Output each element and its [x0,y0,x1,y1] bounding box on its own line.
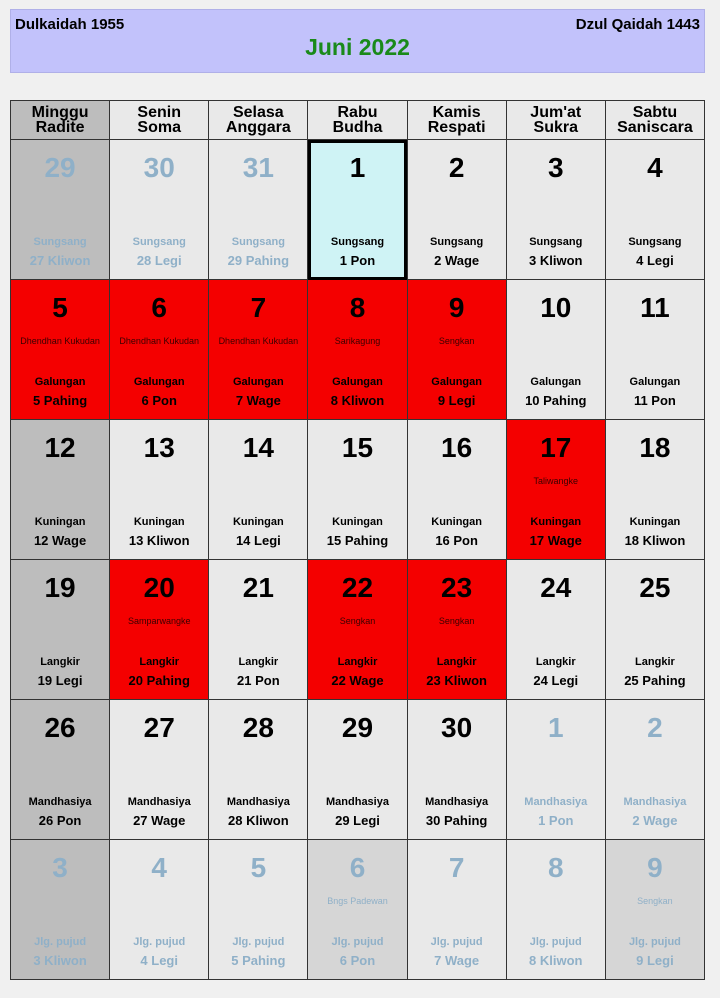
day-cell[interactable]: 23 Sengkan Langkir 23 Kliwon [407,560,506,700]
day-cell[interactable]: 3 Sungsang 3 Kliwon [506,140,605,280]
day-cell[interactable]: 25 Langkir 25 Pahing [605,560,704,700]
weekday-header: Minggu Radite [11,101,110,140]
weekday-header: Jum'at Sukra [506,101,605,140]
day-cell[interactable]: 7 Jlg. pujud 7 Wage [407,840,506,980]
weekday-header-row [11,101,705,140]
day-cell[interactable]: 30 Sungsang 28 Legi [110,140,209,280]
week-row [11,700,705,840]
day-cell[interactable]: 4 Jlg. pujud 4 Legi [110,840,209,980]
day-cell[interactable]: 8 Sarikagung Galungan 8 Kliwon [308,280,407,420]
calendar-header [10,9,705,73]
week-row [11,420,705,560]
day-cell[interactable]: 29 Sungsang 27 Kliwon [11,140,110,280]
day-cell[interactable]: 2 Mandhasiya 2 Wage [605,700,704,840]
day-cell[interactable]: 12 Kuningan 12 Wage [11,420,110,560]
day-cell[interactable]: 5 Jlg. pujud 5 Pahing [209,840,308,980]
day-cell[interactable]: 15 Kuningan 15 Pahing [308,420,407,560]
day-cell[interactable]: 9 Sengkan Galungan 9 Legi [407,280,506,420]
day-cell[interactable]: 20 Samparwangke Langkir 20 Pahing [110,560,209,700]
day-cell-today[interactable]: 1 Sungsang 1 Pon [308,140,407,280]
day-cell[interactable]: 22 Sengkan Langkir 22 Wage [308,560,407,700]
day-cell[interactable]: 3 Jlg. pujud 3 Kliwon [11,840,110,980]
day-cell[interactable]: 30 Mandhasiya 30 Pahing [407,700,506,840]
week-row [11,840,705,980]
day-cell[interactable]: 18 Kuningan 18 Kliwon [605,420,704,560]
day-cell[interactable]: 11 Galungan 11 Pon [605,280,704,420]
day-cell[interactable]: 31 Sungsang 29 Pahing [209,140,308,280]
day-cell[interactable]: 2 Sungsang 2 Wage [407,140,506,280]
day-cell[interactable]: 17 Taliwangke Kuningan 17 Wage [506,420,605,560]
weekday-header: Kamis Respati [407,101,506,140]
week-row [11,560,705,700]
page-title: Juni 2022 [305,34,410,60]
day-cell[interactable]: 6 Bngs Padewan Jlg. pujud 6 Pon [308,840,407,980]
day-cell[interactable]: 7 Dhendhan Kukudan Galungan 7 Wage [209,280,308,420]
day-cell[interactable]: 24 Langkir 24 Legi [506,560,605,700]
day-cell[interactable]: 5 Dhendhan Kukudan Galungan 5 Pahing [11,280,110,420]
day-cell[interactable]: 6 Dhendhan Kukudan Galungan 6 Pon [110,280,209,420]
hijri-month-label: Dzul Qaidah 1443 [575,16,700,33]
javanese-month-label: Dulkaidah 1955 [15,16,125,33]
day-cell[interactable]: 8 Jlg. pujud 8 Kliwon [506,840,605,980]
day-cell[interactable]: 10 Galungan 10 Pahing [506,280,605,420]
weekday-header: Selasa Anggara [209,101,308,140]
day-cell[interactable]: 9 Sengkan Jlg. pujud 9 Legi [605,840,704,980]
weekday-header: Senin Soma [110,101,209,140]
day-cell[interactable]: 13 Kuningan 13 Kliwon [110,420,209,560]
calendar-grid [10,100,705,980]
day-cell[interactable]: 19 Langkir 19 Legi [11,560,110,700]
day-cell[interactable]: 26 Mandhasiya 26 Pon [11,700,110,840]
weekday-header: Rabu Budha [308,101,407,140]
day-cell[interactable]: 29 Mandhasiya 29 Legi [308,700,407,840]
day-cell[interactable]: 16 Kuningan 16 Pon [407,420,506,560]
week-row [11,140,705,280]
weekday-header: Sabtu Saniscara [605,101,704,140]
day-cell[interactable]: 1 Mandhasiya 1 Pon [506,700,605,840]
week-row [11,280,705,420]
day-cell[interactable]: 14 Kuningan 14 Legi [209,420,308,560]
day-cell[interactable]: 4 Sungsang 4 Legi [605,140,704,280]
day-cell[interactable]: 28 Mandhasiya 28 Kliwon [209,700,308,840]
day-cell[interactable]: 27 Mandhasiya 27 Wage [110,700,209,840]
day-cell[interactable]: 21 Langkir 21 Pon [209,560,308,700]
